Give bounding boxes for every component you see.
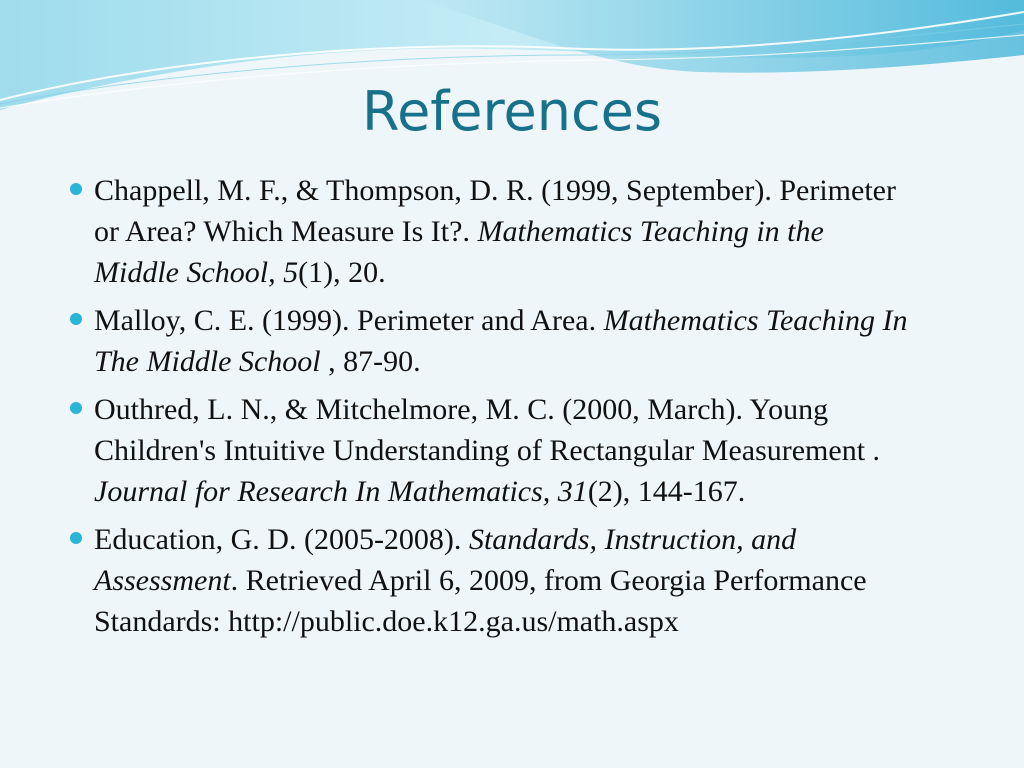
reference-source-title: Mathematics Teaching In The Middle School [94,304,908,378]
reference-text: Chappell, M. F., & Thompson, D. R. (1999, September). Perimeter or Area? Which Measure Is It?. [94,174,896,248]
reference-item [62,170,912,293]
reference-source-title: Standards, Instruction, and Assessment [94,523,797,597]
reference-item [62,389,912,512]
reference-item [62,300,912,382]
bullet-icon [70,402,82,414]
references-list [62,170,912,649]
bullet-icon [70,183,82,195]
reference-text: (1), 20. [298,256,386,289]
reference-text: Outhred, L. N., & Mitchelmore, M. C. (2000, March). Young Children's Intuitive Understanding of Rectangular Measurement . [94,393,881,467]
reference-source-title: Journal for Research In Mathematics, 31 [94,475,588,508]
reference-text: Education, G. D. (2005-2008). [94,523,469,556]
reference-text: , 87-90. [320,345,421,378]
bullet-icon [70,532,82,544]
slide-title: References [361,80,663,143]
reference-text: Malloy, C. E. (1999). Perimeter and Area. [94,304,604,337]
reference-text: (2), 144-167. [587,475,746,508]
reference-text: . Retrieved April 6, 2009, from Georgia Performance Standards: http://public.doe.k12.ga.us/math.aspx [94,564,867,638]
reference-item [62,519,912,642]
reference-source-title: Mathematics Teaching in the Middle School, 5 [94,215,824,289]
bullet-icon [70,313,82,325]
